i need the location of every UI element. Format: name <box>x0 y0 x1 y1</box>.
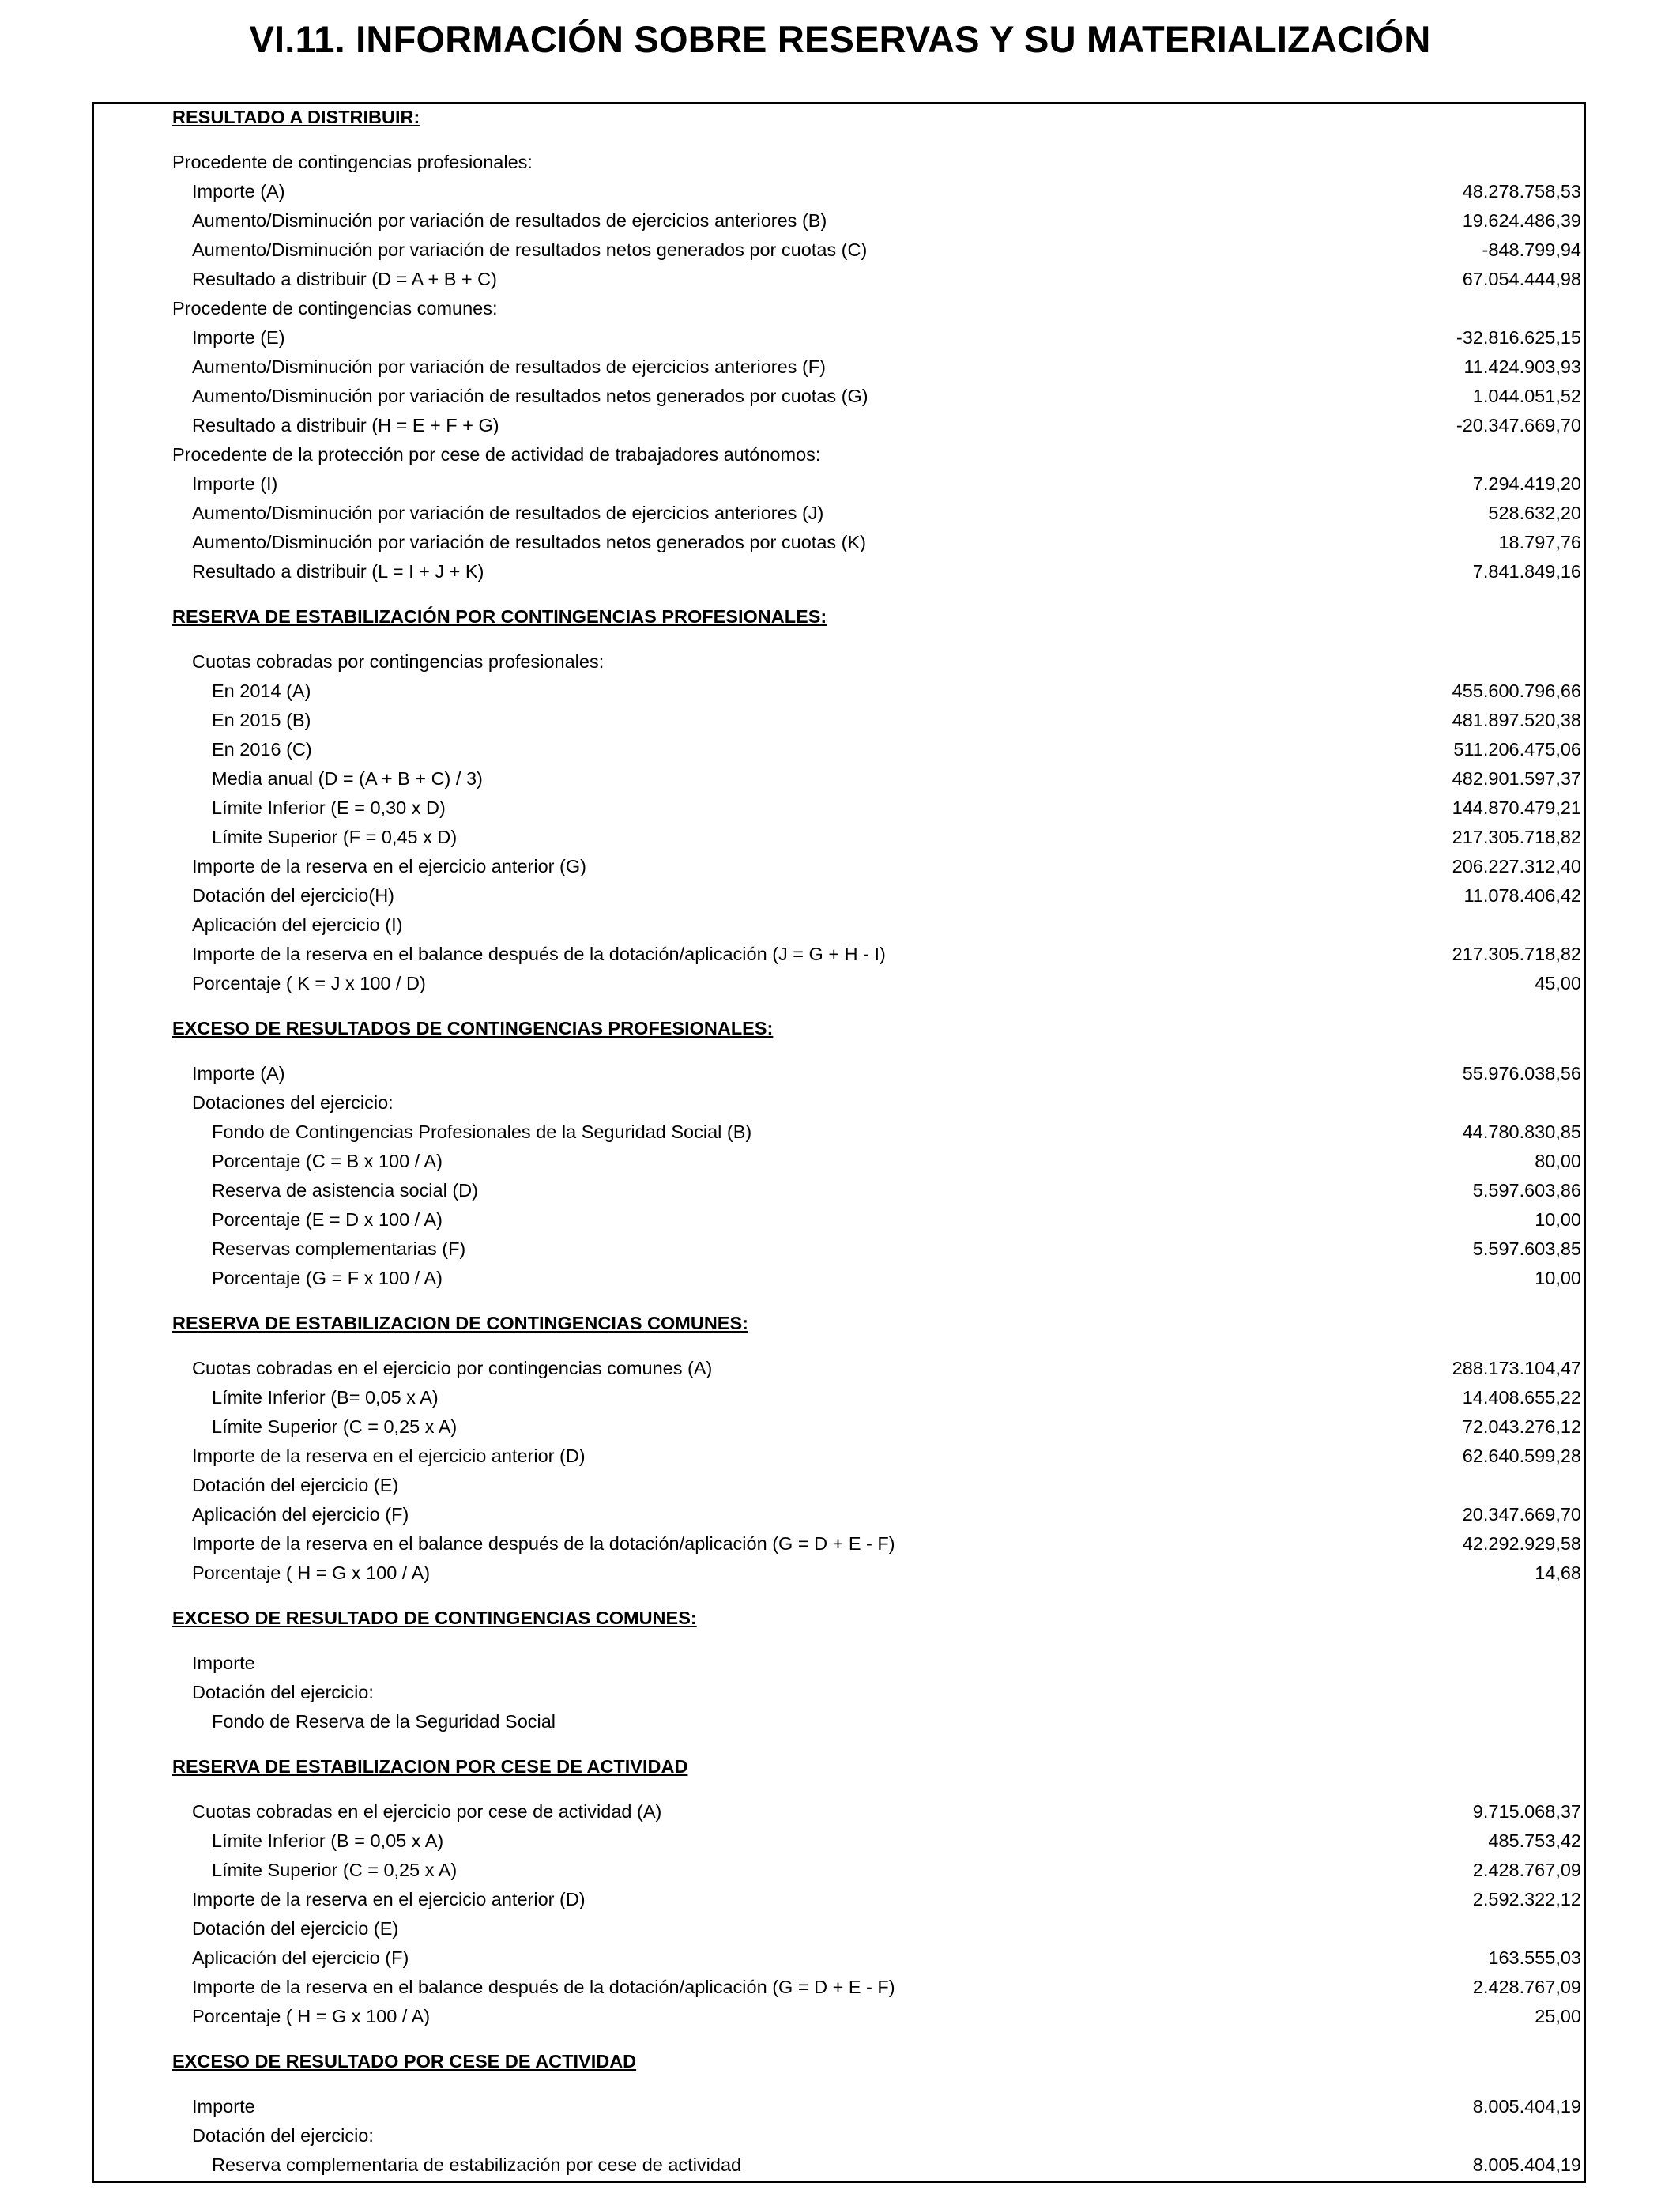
row-value: 7.841.849,16 <box>1472 561 1581 582</box>
row-value: 455.600.796,66 <box>1452 680 1581 701</box>
row-value: 45,00 <box>1535 973 1581 993</box>
table-row <box>94 768 1584 797</box>
row-label: Aumento/Disminución por variación de resultados de ejercicios anteriores (J) <box>192 503 824 523</box>
section-heading-label: RESERVA DE ESTABILIZACIÓN POR CONTINGENCIAS PROFESIONALES: <box>172 606 827 627</box>
section-heading <box>94 1756 1584 1785</box>
row-label: Límite Superior (C = 0,25 x A) <box>212 1416 458 1437</box>
row-label: Aplicación del ejercicio (I) <box>192 914 403 935</box>
section-heading <box>94 1313 1584 1342</box>
row-label: Procedente de contingencias comunes: <box>172 298 498 319</box>
row-value: -32.816.625,15 <box>1456 327 1581 348</box>
row-label: Importe (E) <box>192 327 285 348</box>
row-label: Porcentaje (G = F x 100 / A) <box>212 1268 443 1288</box>
row-value: 8.005.404,19 <box>1472 2154 1581 2175</box>
row-value: 72.043.276,12 <box>1462 1416 1581 1437</box>
table-row <box>94 415 1584 444</box>
row-label: En 2015 (B) <box>212 710 311 730</box>
section-heading-label: RESERVA DE ESTABILIZACION POR CESE DE ACTIVIDAD <box>172 1756 688 1777</box>
table-row <box>94 444 1584 473</box>
table-row <box>94 181 1584 210</box>
row-label: Porcentaje ( H = G x 100 / A) <box>192 1563 431 1583</box>
section-heading-label: EXCESO DE RESULTADO POR CESE DE ACTIVIDAD <box>172 2051 637 2071</box>
row-label: Dotación del ejercicio: <box>192 1682 374 1702</box>
row-label: Reserva complementaria de estabilización por cese de actividad <box>212 2154 742 2175</box>
table-row <box>94 561 1584 590</box>
row-label: Importe (A) <box>192 181 285 202</box>
table-row <box>94 944 1584 973</box>
section-heading-label: RESULTADO A DISTRIBUIR: <box>172 107 420 127</box>
row-label: Resultado a distribuir (L = I + J + K) <box>192 561 484 582</box>
row-label: Media anual (D = (A + B + C) / 3) <box>212 768 483 789</box>
table-row <box>94 2096 1584 2125</box>
row-value: 482.901.597,37 <box>1452 768 1581 789</box>
table-row <box>94 973 1584 1002</box>
row-value: 2.428.767,09 <box>1472 1860 1581 1880</box>
row-value: 511.206.475,06 <box>1453 739 1581 760</box>
row-value: 481.897.520,38 <box>1452 710 1581 730</box>
row-label: Importe <box>192 2096 255 2117</box>
section-heading <box>94 1018 1584 1047</box>
table-row <box>94 914 1584 944</box>
section-heading <box>94 1608 1584 1637</box>
table-row <box>94 1889 1584 1918</box>
row-label: Cuotas cobradas en el ejercicio por cese de actividad (A) <box>192 1801 662 1822</box>
row-label: Importe de la reserva en el ejercicio anterior (D) <box>192 1446 586 1466</box>
table-row <box>94 1860 1584 1889</box>
row-label: Dotación del ejercicio (E) <box>192 1475 399 1495</box>
row-label: Importe de la reserva en el ejercicio anterior (G) <box>192 856 586 876</box>
table-row <box>94 2154 1584 2184</box>
row-label: Resultado a distribuir (H = E + F + G) <box>192 415 499 435</box>
table-row <box>94 651 1584 680</box>
row-label: Porcentaje (C = B x 100 / A) <box>212 1151 443 1171</box>
row-label: En 2016 (C) <box>212 739 312 760</box>
row-value: 18.797,76 <box>1498 532 1581 552</box>
row-label: Importe (I) <box>192 473 278 494</box>
row-label: Reservas complementarias (F) <box>212 1238 466 1259</box>
row-label: En 2014 (A) <box>212 680 311 701</box>
row-value: -848.799,94 <box>1482 239 1581 260</box>
row-label: Dotación del ejercicio(H) <box>192 885 394 906</box>
row-value: 62.640.599,28 <box>1462 1446 1581 1466</box>
table-row <box>94 327 1584 356</box>
row-label: Cuotas cobradas en el ejercicio por contingencias comunes (A) <box>192 1358 713 1378</box>
table-row <box>94 2125 1584 2154</box>
table-row <box>94 1180 1584 1209</box>
table-row <box>94 1977 1584 2006</box>
table-row <box>94 1387 1584 1416</box>
row-label: Importe de la reserva en el balance después de la dotación/aplicación (J = G + H - I) <box>192 944 886 964</box>
table-row <box>94 710 1584 739</box>
row-value: 11.078.406,42 <box>1463 885 1581 906</box>
row-value: 7.294.419,20 <box>1472 473 1581 494</box>
row-label: Porcentaje ( K = J x 100 / D) <box>192 973 426 993</box>
row-value: 10,00 <box>1535 1268 1581 1288</box>
row-label: Cuotas cobradas por contingencias profesionales: <box>192 651 605 672</box>
row-label: Procedente de contingencias profesionales: <box>172 152 533 172</box>
table-row <box>94 1801 1584 1830</box>
table-row <box>94 2006 1584 2035</box>
table-row <box>94 1268 1584 1297</box>
row-value: 206.227.312,40 <box>1452 856 1581 876</box>
row-value: 25,00 <box>1535 2006 1581 2026</box>
table-row <box>94 386 1584 415</box>
row-value: 2.592.322,12 <box>1472 1889 1581 1909</box>
row-value: 11.424.903,93 <box>1463 356 1581 377</box>
row-value: 44.780.830,85 <box>1462 1122 1581 1142</box>
row-value: 8.005.404,19 <box>1472 2096 1581 2117</box>
table-row <box>94 1358 1584 1387</box>
section-heading-label: RESERVA DE ESTABILIZACION DE CONTINGENCIAS COMUNES: <box>172 1313 748 1333</box>
row-value: 2.428.767,09 <box>1472 1977 1581 1997</box>
row-label: Importe <box>192 1653 255 1673</box>
row-label: Importe de la reserva en el ejercicio anterior (D) <box>192 1889 586 1909</box>
row-value: 217.305.718,82 <box>1452 827 1581 847</box>
table-row <box>94 1238 1584 1268</box>
row-label: Resultado a distribuir (D = A + B + C) <box>192 269 497 289</box>
row-value: 20.347.669,70 <box>1462 1504 1581 1525</box>
row-label: Aplicación del ejercicio (F) <box>192 1947 409 1968</box>
row-value: 19.624.486,39 <box>1462 210 1581 231</box>
page-title: VI.11. INFORMACIÓN SOBRE RESERVAS Y SU MATERIALIZACIÓN <box>249 18 1431 60</box>
row-value: 48.278.758,53 <box>1462 181 1581 202</box>
table-row <box>94 1563 1584 1592</box>
row-label: Aumento/Disminución por variación de resultados netos generados por cuotas (G) <box>192 386 868 406</box>
row-label: Aumento/Disminución por variación de resultados netos generados por cuotas (K) <box>192 532 866 552</box>
table-row <box>94 1918 1584 1947</box>
row-value: 144.870.479,21 <box>1452 797 1581 818</box>
table-row <box>94 1682 1584 1711</box>
table-row <box>94 152 1584 181</box>
table-row <box>94 1653 1584 1682</box>
row-label: Fondo de Reserva de la Seguridad Social <box>212 1711 556 1732</box>
row-value: 55.976.038,56 <box>1462 1063 1581 1084</box>
table-row <box>94 269 1584 298</box>
table-row <box>94 239 1584 269</box>
row-value: -20.347.669,70 <box>1456 415 1581 435</box>
row-label: Porcentaje ( H = G x 100 / A) <box>192 2006 431 2026</box>
table-row <box>94 797 1584 827</box>
table-row <box>94 885 1584 914</box>
row-label: Porcentaje (E = D x 100 / A) <box>212 1209 443 1230</box>
table-row <box>94 1209 1584 1238</box>
row-label: Límite Inferior (E = 0,30 x D) <box>212 797 446 818</box>
table-row <box>94 1533 1584 1563</box>
row-value: 528.632,20 <box>1488 503 1581 523</box>
table-row <box>94 739 1584 768</box>
row-label: Importe (A) <box>192 1063 285 1084</box>
row-value: 1.044.051,52 <box>1472 386 1581 406</box>
reserves-table <box>92 102 1586 2183</box>
table-row <box>94 1063 1584 1092</box>
table-row <box>94 503 1584 532</box>
table-row <box>94 1947 1584 1977</box>
row-label: Aumento/Disminución por variación de resultados de ejercicios anteriores (F) <box>192 356 826 377</box>
row-label: Límite Superior (C = 0,25 x A) <box>212 1860 458 1880</box>
table-row <box>94 856 1584 885</box>
table-row <box>94 1416 1584 1446</box>
section-heading-label: EXCESO DE RESULTADO DE CONTINGENCIAS COMUNES: <box>172 1608 697 1628</box>
section-heading <box>94 606 1584 635</box>
row-label: Fondo de Contingencias Profesionales de la Seguridad Social (B) <box>212 1122 752 1142</box>
row-label: Aumento/Disminución por variación de resultados de ejercicios anteriores (B) <box>192 210 827 231</box>
table-row <box>94 356 1584 386</box>
row-value: 80,00 <box>1535 1151 1581 1171</box>
row-value: 14,68 <box>1535 1563 1581 1583</box>
row-label: Dotación del ejercicio (E) <box>192 1918 399 1939</box>
row-value: 14.408.655,22 <box>1462 1387 1581 1408</box>
row-value: 10,00 <box>1535 1209 1581 1230</box>
table-row <box>94 1446 1584 1475</box>
section-heading <box>94 107 1584 136</box>
row-value: 288.173.104,47 <box>1452 1358 1581 1378</box>
table-row <box>94 1830 1584 1860</box>
row-value: 42.292.929,58 <box>1462 1533 1581 1554</box>
table-row <box>94 473 1584 503</box>
table-row <box>94 1504 1584 1533</box>
row-value: 485.753,42 <box>1488 1830 1581 1851</box>
row-value: 5.597.603,86 <box>1472 1180 1581 1201</box>
table-row <box>94 1122 1584 1151</box>
row-label: Límite Inferior (B = 0,05 x A) <box>212 1830 444 1851</box>
row-label: Aumento/Disminución por variación de resultados netos generados por cuotas (C) <box>192 239 868 260</box>
row-value: 217.305.718,82 <box>1452 944 1581 964</box>
table-row <box>94 1151 1584 1180</box>
table-row <box>94 532 1584 561</box>
row-label: Límite Superior (F = 0,45 x D) <box>212 827 458 847</box>
row-label: Dotación del ejercicio: <box>192 2125 374 2146</box>
row-label: Dotaciones del ejercicio: <box>192 1092 394 1113</box>
row-label: Importe de la reserva en el balance después de la dotación/aplicación (G = D + E - F) <box>192 1977 895 1997</box>
table-row <box>94 1711 1584 1740</box>
table-row <box>94 680 1584 710</box>
table-row <box>94 1092 1584 1122</box>
table-row <box>94 210 1584 239</box>
row-label: Importe de la reserva en el balance después de la dotación/aplicación (G = D + E - F) <box>192 1533 895 1554</box>
row-value: 163.555,03 <box>1488 1947 1581 1968</box>
table-row <box>94 827 1584 856</box>
row-label: Aplicación del ejercicio (F) <box>192 1504 409 1525</box>
row-label: Procedente de la protección por cese de actividad de trabajadores autónomos: <box>172 444 821 465</box>
row-label: Reserva de asistencia social (D) <box>212 1180 478 1201</box>
row-value: 67.054.444,98 <box>1462 269 1581 289</box>
row-value: 5.597.603,85 <box>1472 1238 1581 1259</box>
section-heading <box>94 2051 1584 2080</box>
table-row <box>94 1475 1584 1504</box>
table-row <box>94 298 1584 327</box>
row-value: 9.715.068,37 <box>1472 1801 1581 1822</box>
section-heading-label: EXCESO DE RESULTADOS DE CONTINGENCIAS PROFESIONALES: <box>172 1018 774 1039</box>
row-label: Límite Inferior (B= 0,05 x A) <box>212 1387 439 1408</box>
